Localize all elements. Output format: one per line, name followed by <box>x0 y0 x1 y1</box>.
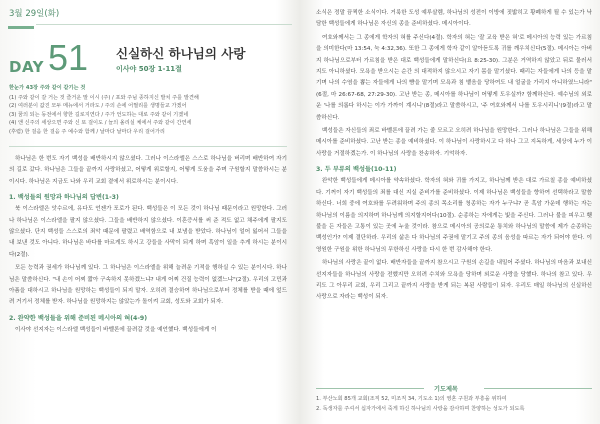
body-paragraph: 하나님은 한 번도 자기 백성을 배반하시지 않으셨다. 그러나 이스라엘은 스스로 하나님을 버리며 배반하여 자기의 길로 갔다. 하나님은 그들을 끝까지 사랑하셨고, 어떻게 위로할지, 어떻게 도움을 주며 구원할지 말씀하시는 분이시다. 하나님은 지금도 나와 우리 교회 곁에서 위로하시는 분이시다. <box>9 156 287 185</box>
reading-guide-item: (3) 꿈의 되는 동전에서 향한 길로지연다 / 주가 언도하는 대로 주와 같이 기겠네 <box>9 111 189 118</box>
prayer-item: 2. 독생자를 주셔서 십자가에서 죽게 하신 하나님의 사랑을 감사하며 찬양하는 성도가 되도록 <box>316 406 525 412</box>
body-paragraph: 여호와께서는 그 종에게 학자의 혀를 주신다(4절). 학자의 혀는 '잘 교육 받은 혀'로 메시아의 능력 있는 가르침을 의미한다(마 13:54, 눅 4:32,36). 또한 그 종에게 학자 같이 알아듣도록 귀를 깨우치신다(5절). 메시아는 아버지 하나님으로부터 가르침을 받은 대로 백성들에게 말하신다(요 8:25-30). 그분은 거역하지 않았고 뒤로 물러서지도 아니하셨다. 모욕을 받으시는 순간 의 대적하지 않으시고 자기 몸을 맡기셨다. 때리는 자들에게 나의 등을 맡기며 나의 수염을 뽑는 자들에게 나의 뺨을 맡기며 모욕과 침 뱉음을 당하여도 내 얼굴을 가리지 아니하였느니라"(6절, 마 26:67-68, 27:29-30). 고난 받는 종, 메시아를 하나님이 어떻게 도우실까? 함께하신다. 예수님의 외로운 '나를 의롭다 하시는 이가 가까이 계시니'(8절)라고 말씀하시고, '주 여호와께서 나를 도우시리니'(9절)라고 말씀하신다. <box>316 34 592 121</box>
prayer-rule-left <box>316 388 424 389</box>
day-label: DAY <box>9 58 44 76</box>
date-tab-marker <box>8 26 34 29</box>
body-paragraph: 북 이스라엘은 앗수르에, 유다도 언젠가 포로가 된다. 백성들은 이 모든 것이 하나님 때문이라고 원망한다. 그러나 하나님은 이스라엘을 팔지 않으셨다. 그들을 배반하지 않으셨다. 이혼증서를 써 준 적도 없고 채주에게 팔지도 않으셨다. 단지 백성들 스스로의 죄악 때문에 팔렸고 배역함으로 내 보냄을 받았다. 하나님이 얼어 잃어서 그들을 내 보낸 것도 아니다. 하나님은 바다를 마르게도 하시고 강들을 사막이 되게 하며 흑암이 일을 추게 하시는 분이시다(2절). <box>9 206 287 258</box>
body-paragraph: 백성들은 자신들의 죄로 바벨론에 끌려 가는 줄 모르고 오히려 하나님을 원망한다. 그러나 하나님은 그들을 위해 메시아를 준비하셨다. 고난 받는 종을 예비하셨다. 이 하나님이 사랑하시고 다 하나 그고 지독하게, 세상에 누가 이 사랑을 거절하겠는가. 이 하나님의 사랑을 찬송하자. 기억하자. <box>316 128 592 157</box>
body-paragraph: 이사야 선지자는 이스라엘 백성들이 바벨론에 끌려갈 것을 예언했다. 백성들에게 이 <box>15 326 217 333</box>
day-number: 51 <box>48 37 89 78</box>
right-body <box>316 8 592 306</box>
section-divider <box>9 146 287 147</box>
reading-guide-heading: 한눈가 43장 주와 같이 같기는 것 <box>9 85 86 91</box>
body-paragraph: 모든 능력과 권세가 하나님께 있다. 그 하나님은 이스라엘을 위해 늘려운 기적을 행하실 수 있는 분이시다. 하나님은 말씀하신다. "내 손이 어찌 짧아 구속하지 못하겠느냐? 내게 어찌 건질 능력이 없겠느냐"(2절). 우리의 고민과 아픔을 대하시고 하나님을 원망하는 백성들이 되지 말자. 오히려 결승하여 하나님으로부터 정체를 받을 때에 엎드려 거기서 정체를 받자. 하나님을 원망하지는 않았는가 돌이켜 교회, 성도와 교회가 되자. <box>9 265 287 306</box>
section-heading: 1. 백성들의 원망과 하나님의 답변(1-3) <box>9 194 119 202</box>
scripture-reference: 이사야 50장 1-11절 <box>116 65 182 73</box>
prayer-rule-right <box>484 388 592 389</box>
reading-guide-item: (4) 앤 신주의 세상으면 주와 신 또 걸이도 / 늘의 올리실 체에서 주와 같이 간연세 <box>9 120 192 127</box>
left-page <box>0 0 296 424</box>
section-heading: 3. 두 부류의 백성들(10-11) <box>316 166 397 174</box>
left-body <box>9 154 287 338</box>
right-page <box>304 0 600 424</box>
body-paragraph: 하나님의 사랑은 끝이 없다. 배반자들을 끝까지 참으시고 구원의 손길을 내밀어 주셨다. 하나님의 마음과 보내신 선지자들을 하나님의 사랑을 전했지만 오히려 수치와 모욕을 당하며 외로운 사랑을 당했다. 하나의 참고 있다. 우리도 그 아무리 교회, 우리 그리고 끝까지 사랑을 받게 되는 복된 사람들이 되자. 우리도 매일 하나님의 신실하신 사랑으로 자라는 백성이 되자. <box>316 260 592 301</box>
reading-guide-item: (후렴) 한 걸음 한 걸음 주 예수와 함께 / 날마다 날마다 우리 걸어가리 <box>9 128 165 135</box>
body-paragraph: 소식은 정말 끔찍한 소식이다. 거룩한 도성 예루살렘, 하나님의 성전이 이방에 짓밟히고 황폐하게 될 수 있는가 낙담한 백성들에게 하나님은 자신의 종을 준비하셨다. 메시아이다. <box>316 10 592 28</box>
reading-guide-item: (2) 여러분이 값진 모두 메뉴에서 거라도 / 주의 손에 어쩔리를 생명들교 가겠어 <box>9 103 187 110</box>
section-heading: 2. 완약한 백성들을 위해 준비된 메시아의 혀(4-9) <box>9 314 148 322</box>
prayer-label: 기도제목 <box>434 386 458 393</box>
prayer-item: 1. 부산노회 85개 교회(조직 52, 미조직 34, 기도소 1)의 영혼 구원과 부흥을 위하여 <box>316 396 507 402</box>
page-title: 신실하신 하나님의 사랑 <box>116 46 246 61</box>
page-date: 3월 29일(화) <box>9 9 60 19</box>
prayer-box <box>316 384 592 414</box>
prayer-header <box>316 384 592 394</box>
reading-guide-item: (1) 주와 같이 갈 거는 것 즐거운 말 이시 (주) / 포와 주님 종하지신 발치 주를 발견해 <box>9 94 199 101</box>
date-rule <box>36 24 292 25</box>
body-paragraph: 완악한 백성들에게 메시아를 약속하셨다. 학자의 혀와 귀를 가지고, 하나님께 받은 대로 가르칠 종을 예비하셨다. 기꺼이 자기 백성들의 죄를 대신 지실 준비가를 준비하셨다. 이제 하나님은 백성들을 향하여 선택하라고 말씀하신다. 너희 중에 여호와를 두려워하며 주의 종의 목소리를 청종하는 자가 누구냐? 곧 흑암 가운데 행하는 자는 하나님의 이름을 의지하며 하나님께 의지할지어다(10절). 순종하는 자에게는 빛을 주신다. 그러나 불을 피우고 횃불을 든 자들은 고통이 있는 곳에 누울 것이라. 참으로 메시아의 공의로운 통치와 하나님의 말씀에 제가 순종하는 백성인가? 이제 결단하라. 우리의 삶은 다 하나님의 주권에 맡기고 주의 종의 음성을 따르는 자가 되어야 한다. 이 영원한 구원을 위한 하나님의 무한하신 사랑을 다시 한 번 감사해야 한다. <box>316 178 592 253</box>
reading-guide <box>9 84 287 137</box>
